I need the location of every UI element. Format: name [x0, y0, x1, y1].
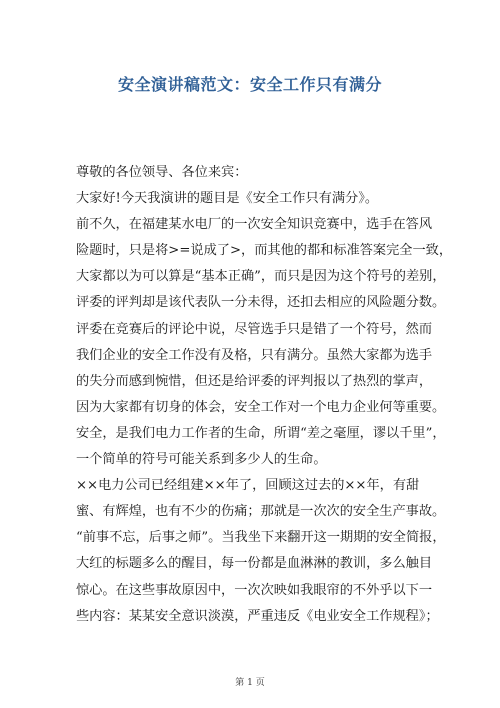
page-number: 第 1 页 [235, 678, 265, 688]
document-body [76, 160, 453, 630]
body-line: 大家都以为可以算是“基本正确”，而只是因为这个符号的差别， [76, 269, 446, 285]
body-line: 前不久，在福建某水电厂的一次安全知识竞赛中，选手在答风 [76, 217, 433, 233]
body-line: 险题时，只是将>=说成了>，而其他的都和标准答案完全一致， [76, 243, 453, 259]
body-line: 评委的评判却是该代表队一分未得，还扣去相应的风险题分数。 [76, 295, 446, 311]
body-line: 的失分而感到惋惜，但还是给评委的评判报以了热烈的掌声， [76, 373, 433, 389]
document-title: 安全演讲稿范文：安全工作只有满分 [117, 75, 382, 94]
body-line: 大红的标题多么的醒目，每一份都是血淋淋的教训，多么触目 [76, 556, 433, 572]
body-line: “前事不忘，后事之师”。当我坐下来翻开这一期期的安全简报， [76, 530, 446, 546]
body-line: 一个简单的符号可能关系到多少人的生命。 [76, 452, 327, 468]
body-line: 惊心。在这些事故原因中，一次次映如我眼帘的不外乎以下一 [76, 582, 433, 598]
body-line: 我们企业的安全工作没有及格，只有满分。虽然大家都为选手 [76, 347, 433, 363]
body-line: 评委在竞赛后的评论中说，尽管选手只是错了一个符号，然而 [76, 321, 433, 337]
body-line: 因为大家都有切身的体会，安全工作对一个电力企业何等重要。 [76, 399, 446, 415]
body-line: 些内容：某某安全意识淡漠，严重违反《电业安全工作规程》； [76, 608, 439, 624]
body-line: 蜜、有辉煌，也有不少的伤痛；那就是一次次的安全生产事故。 [76, 504, 446, 520]
body-line: 安全，是我们电力工作者的生命，所谓“差之毫厘，谬以千里”， [76, 425, 446, 441]
body-line: 尊敬的各位领导、各位来宾： [76, 165, 248, 180]
body-line: ××电力公司已经组建××年了，回顾这过去的××年，有甜 [76, 478, 420, 494]
body-line: 大家好!今天我演讲的题目是《安全工作只有满分》。 [76, 191, 379, 207]
